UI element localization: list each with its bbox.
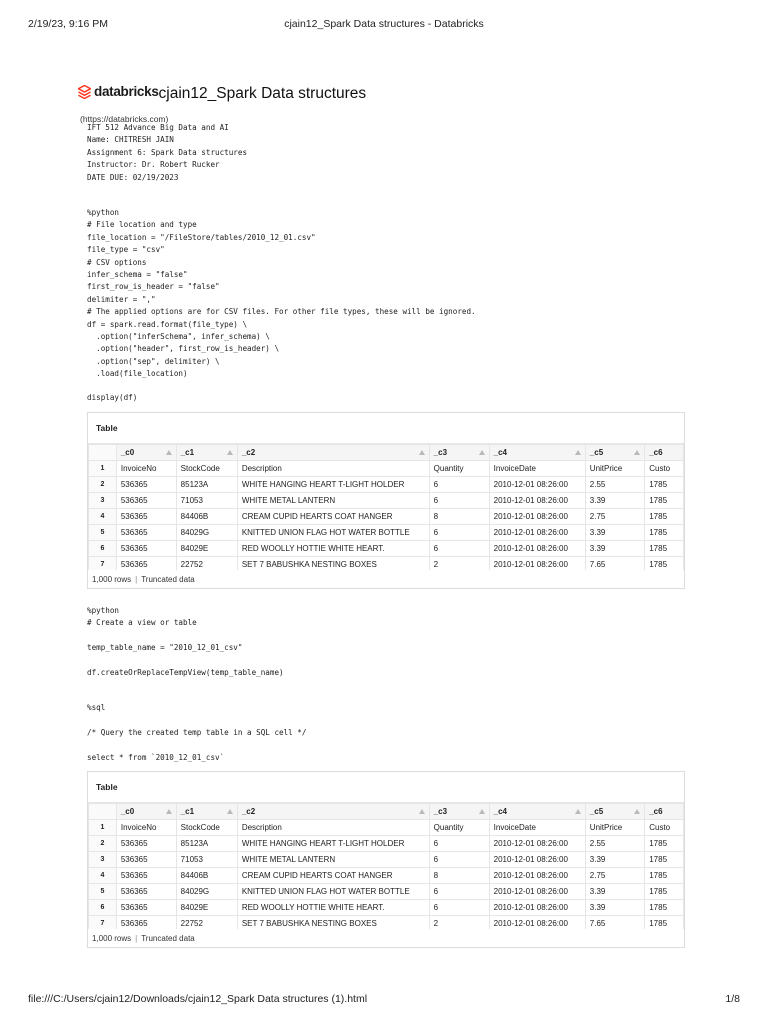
sort-icon[interactable] <box>227 809 233 814</box>
table-cell: 3.39 <box>585 493 644 509</box>
column-header[interactable]: _c4 <box>489 445 585 461</box>
table-cell: 3.39 <box>585 900 644 916</box>
table-cell: 22752 <box>176 557 237 571</box>
print-footer <box>28 993 740 1007</box>
sort-icon[interactable] <box>419 809 425 814</box>
table-cell: 2010-12-01 08:26:00 <box>489 525 585 541</box>
table-body <box>89 461 684 571</box>
column-header[interactable]: _c5 <box>585 445 644 461</box>
table-cell: 22752 <box>176 916 237 930</box>
table-cell: 536365 <box>116 884 176 900</box>
sort-icon[interactable] <box>479 450 485 455</box>
table-cell: WHITE HANGING HEART T-LIGHT HOLDER <box>237 477 429 493</box>
table-cell: 2010-12-01 08:26:00 <box>489 493 585 509</box>
row-count: 1,000 rows <box>92 575 132 584</box>
table-cell: 536365 <box>116 477 176 493</box>
databricks-link[interactable]: (https://databricks.com) <box>80 114 169 124</box>
row-count: 1,000 rows <box>92 934 132 943</box>
table-cell: 85123A <box>176 477 237 493</box>
table-cell: 2.55 <box>585 477 644 493</box>
sort-icon[interactable] <box>634 809 640 814</box>
table-cell: Quantity <box>429 461 489 477</box>
display-cell: display(df) <box>87 393 138 402</box>
row-index: 4 <box>89 868 117 884</box>
create-view-cell: %python # Create a view or table temp_table_name = "2010_12_01_csv" df.createOrReplaceTempView(temp_table_name) <box>87 606 284 678</box>
table-footer <box>92 575 195 584</box>
table-cell: 2010-12-01 08:26:00 <box>489 509 585 525</box>
table-cell: WHITE METAL LANTERN <box>237 852 429 868</box>
print-page-title: cjain12_Spark Data structures - Databricks <box>284 18 484 30</box>
table-cell: 2010-12-01 08:26:00 <box>489 477 585 493</box>
table-label: Table <box>96 423 118 433</box>
table-cell: 1785 <box>645 541 684 557</box>
table-cell: 6 <box>429 836 489 852</box>
table-cell: 536365 <box>116 541 176 557</box>
table-body <box>89 820 684 930</box>
table-cell: 84029E <box>176 900 237 916</box>
row-index: 1 <box>89 820 117 836</box>
table-cell: 536365 <box>116 525 176 541</box>
table-cell: 2.75 <box>585 868 644 884</box>
table-cell: Description <box>237 461 429 477</box>
table-cell: InvoiceDate <box>489 461 585 477</box>
row-index: 4 <box>89 509 117 525</box>
table-cell: 2010-12-01 08:26:00 <box>489 884 585 900</box>
table-cell: Custo <box>645 461 684 477</box>
table-cell: WHITE METAL LANTERN <box>237 493 429 509</box>
load-csv-cell: %python # File location and type file_location = "/FileStore/tables/2010_12_01.csv" file_type = "csv" # CSV options infer_schema = "false" first_row_is_header = "false" delimiter = "," # The applied options are for CSV files. For other file types, these will be ignored. df = spark.read.format(file_type) \ .option("inferSchema", infer_schema) \ .option("header", first_row_is_header) \ .option("sep", delimiter) \ .load(file_location) <box>87 208 476 379</box>
table-cell: StockCode <box>176 461 237 477</box>
table-cell: 6 <box>429 884 489 900</box>
table-row <box>89 477 684 493</box>
notebook-title: cjain12_Spark Data structures <box>158 85 367 102</box>
table-header-row <box>89 445 684 461</box>
table-label: Table <box>96 782 118 792</box>
table-row <box>89 493 684 509</box>
table-row <box>89 884 684 900</box>
truncated-note: Truncated data <box>141 934 195 943</box>
table-cell: 3.39 <box>585 525 644 541</box>
row-index: 7 <box>89 916 117 930</box>
table-row <box>89 557 684 571</box>
sort-icon[interactable] <box>479 809 485 814</box>
table-cell: 536365 <box>116 509 176 525</box>
print-file-path: file:///C:/Users/cjain12/Downloads/cjain12_Spark Data structures (1).html <box>28 993 368 1005</box>
table-cell: 1785 <box>645 509 684 525</box>
table-cell: 2010-12-01 08:26:00 <box>489 916 585 930</box>
table-cell: 8 <box>429 509 489 525</box>
sort-icon[interactable] <box>419 450 425 455</box>
table-cell: 1785 <box>645 868 684 884</box>
index-header <box>89 445 117 461</box>
table-cell: 8 <box>429 868 489 884</box>
table-cell: 536365 <box>116 493 176 509</box>
table-cell: 71053 <box>176 852 237 868</box>
table-cell: InvoiceDate <box>489 820 585 836</box>
column-header[interactable]: _c6 <box>645 445 684 461</box>
table-cell: 3.39 <box>585 884 644 900</box>
column-header[interactable]: _c1 <box>176 445 237 461</box>
row-index: 7 <box>89 557 117 571</box>
table-row <box>89 820 684 836</box>
table-cell: CREAM CUPID HEARTS COAT HANGER <box>237 868 429 884</box>
table-cell: KNITTED UNION FLAG HOT WATER BOTTLE <box>237 884 429 900</box>
result-table-2 <box>87 771 685 948</box>
column-header[interactable]: _c1 <box>176 804 237 820</box>
table-scroll-area[interactable] <box>88 802 684 929</box>
table-cell: StockCode <box>176 820 237 836</box>
table-cell: 2.55 <box>585 836 644 852</box>
truncated-note: Truncated data <box>141 575 195 584</box>
table-cell: 2 <box>429 916 489 930</box>
table-cell: 85123A <box>176 836 237 852</box>
print-datetime: 2/19/23, 9:16 PM <box>28 18 108 30</box>
table-cell: 536365 <box>116 836 176 852</box>
table-cell: 2010-12-01 08:26:00 <box>489 900 585 916</box>
table-cell: 1785 <box>645 493 684 509</box>
table-cell: 1785 <box>645 852 684 868</box>
table-row <box>89 852 684 868</box>
table-cell: 7.65 <box>585 557 644 571</box>
sort-icon[interactable] <box>634 450 640 455</box>
table-cell: 3.39 <box>585 541 644 557</box>
table-cell: Quantity <box>429 820 489 836</box>
table-cell: 7.65 <box>585 916 644 930</box>
table-cell: Description <box>237 820 429 836</box>
table-cell: 2010-12-01 08:26:00 <box>489 557 585 571</box>
column-header[interactable]: _c2 <box>237 804 429 820</box>
column-header[interactable]: _c5 <box>585 804 644 820</box>
table-cell: 2010-12-01 08:26:00 <box>489 868 585 884</box>
table-row <box>89 541 684 557</box>
table-cell: 3.39 <box>585 852 644 868</box>
table-cell: SET 7 BABUSHKA NESTING BOXES <box>237 916 429 930</box>
footer-separator: | <box>135 575 138 584</box>
table-cell: 536365 <box>116 557 176 571</box>
table-cell: 84406B <box>176 509 237 525</box>
table-row <box>89 868 684 884</box>
table-cell: RED WOOLLY HOTTIE WHITE HEART. <box>237 900 429 916</box>
table-row <box>89 916 684 930</box>
table-cell: 6 <box>429 493 489 509</box>
table-cell: 84406B <box>176 868 237 884</box>
row-index: 6 <box>89 900 117 916</box>
header-comment-cell: IFT 512 Advance Big Data and AI Name: CHITRESH JAIN Assignment 6: Spark Data structures Instructor: Dr. Robert Rucker DATE DUE: 02/19/2023 <box>87 123 248 182</box>
table-cell: 2.75 <box>585 509 644 525</box>
sort-icon[interactable] <box>166 809 172 814</box>
row-index: 5 <box>89 525 117 541</box>
table-cell: 71053 <box>176 493 237 509</box>
table-cell: RED WOOLLY HOTTIE WHITE HEART. <box>237 541 429 557</box>
table-cell: 536365 <box>116 852 176 868</box>
row-index: 3 <box>89 493 117 509</box>
table-cell: 84029G <box>176 884 237 900</box>
sort-icon[interactable] <box>227 450 233 455</box>
column-header[interactable]: _c3 <box>429 445 489 461</box>
index-header <box>89 804 117 820</box>
result-table-1 <box>87 412 685 589</box>
table-cell: UnitPrice <box>585 820 644 836</box>
table-cell: 1785 <box>645 525 684 541</box>
column-header[interactable]: _c0 <box>116 445 176 461</box>
table-cell: SET 7 BABUSHKA NESTING BOXES <box>237 557 429 571</box>
table-cell: 536365 <box>116 868 176 884</box>
sql-query-cell: %sql /* Query the created temp table in a SQL cell */ select * from `2010_12_01_csv` <box>87 703 307 762</box>
table-cell: 2 <box>429 557 489 571</box>
table-row <box>89 525 684 541</box>
print-page-number: 1/8 <box>725 993 740 1005</box>
table-cell: 84029E <box>176 541 237 557</box>
table-header-row <box>89 804 684 820</box>
databricks-logo-icon <box>78 85 91 99</box>
footer-separator: | <box>135 934 138 943</box>
table-cell: 1785 <box>645 557 684 571</box>
table-footer <box>92 934 195 943</box>
table-cell: 6 <box>429 852 489 868</box>
table-cell: WHITE HANGING HEART T-LIGHT HOLDER <box>237 836 429 852</box>
print-header <box>28 18 740 32</box>
table-row <box>89 836 684 852</box>
table-cell: 1785 <box>645 916 684 930</box>
table-cell: 536365 <box>116 916 176 930</box>
table-cell: 2010-12-01 08:26:00 <box>489 836 585 852</box>
sort-icon[interactable] <box>575 450 581 455</box>
table-cell: 6 <box>429 541 489 557</box>
data-table <box>88 803 684 929</box>
sort-icon[interactable] <box>166 450 172 455</box>
row-index: 2 <box>89 477 117 493</box>
row-index: 2 <box>89 836 117 852</box>
table-row <box>89 461 684 477</box>
table-cell: 2010-12-01 08:26:00 <box>489 541 585 557</box>
column-header[interactable]: _c3 <box>429 804 489 820</box>
table-cell: 1785 <box>645 884 684 900</box>
notebook-header <box>78 81 366 103</box>
databricks-logo-text[interactable]: databricks <box>94 84 159 99</box>
table-cell: 6 <box>429 900 489 916</box>
table-cell: 1785 <box>645 836 684 852</box>
row-index: 5 <box>89 884 117 900</box>
table-row <box>89 509 684 525</box>
table-cell: 6 <box>429 477 489 493</box>
column-header[interactable]: _c6 <box>645 804 684 820</box>
table-cell: CREAM CUPID HEARTS COAT HANGER <box>237 509 429 525</box>
table-cell: 84029G <box>176 525 237 541</box>
table-cell: InvoiceNo <box>116 461 176 477</box>
column-header[interactable]: _c0 <box>116 804 176 820</box>
table-cell: 1785 <box>645 900 684 916</box>
table-cell: 2010-12-01 08:26:00 <box>489 852 585 868</box>
table-cell: 536365 <box>116 900 176 916</box>
table-cell: InvoiceNo <box>116 820 176 836</box>
table-cell: 1785 <box>645 477 684 493</box>
sort-icon[interactable] <box>575 809 581 814</box>
table-scroll-area[interactable] <box>88 443 684 570</box>
table-cell: KNITTED UNION FLAG HOT WATER BOTTLE <box>237 525 429 541</box>
row-index: 6 <box>89 541 117 557</box>
table-cell: 6 <box>429 525 489 541</box>
table-row <box>89 900 684 916</box>
column-header[interactable]: _c4 <box>489 804 585 820</box>
row-index: 1 <box>89 461 117 477</box>
row-index: 3 <box>89 852 117 868</box>
table-cell: UnitPrice <box>585 461 644 477</box>
table-cell: Custo <box>645 820 684 836</box>
data-table <box>88 444 684 570</box>
column-header[interactable]: _c2 <box>237 445 429 461</box>
